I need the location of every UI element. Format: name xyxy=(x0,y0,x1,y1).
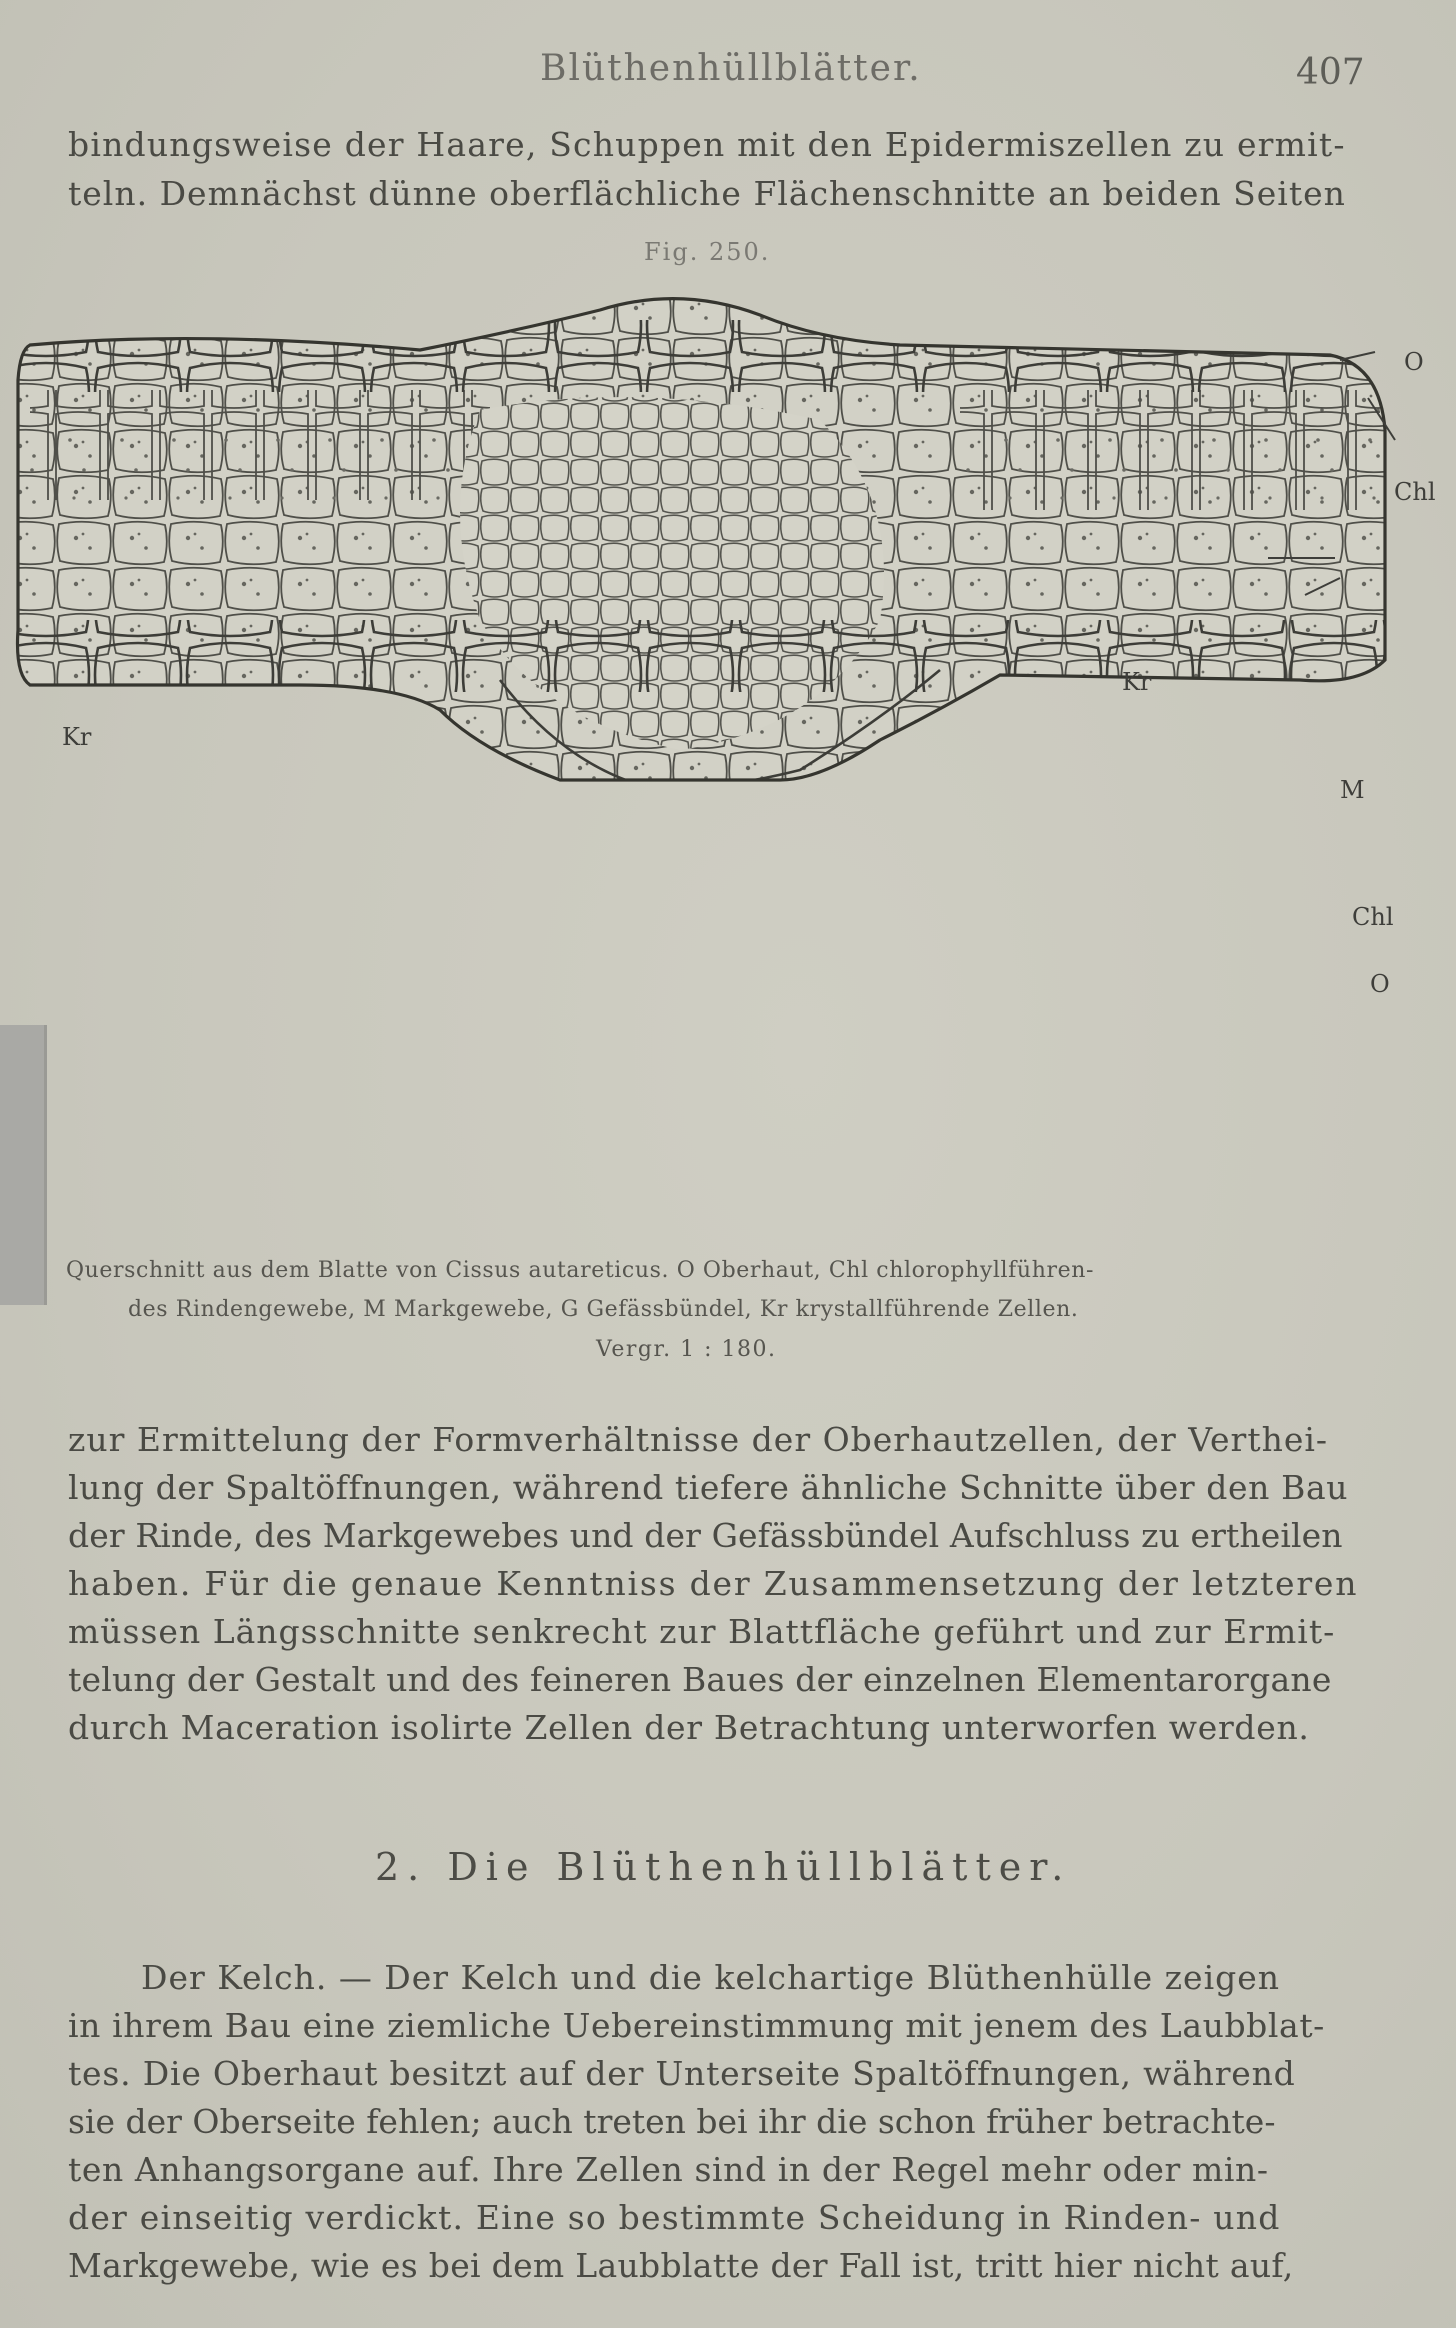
page-number: 407 xyxy=(1296,52,1365,93)
middle-paragraph-line: telung der Gestalt und des feineren Baues der einzelnen Elementarorgane xyxy=(68,1660,1332,1699)
label-chl-bottom: Chl xyxy=(1352,903,1394,931)
figure-caption-line: des Rindengewebe, M Markgewebe, G Gefässbündel, Kr krystallführende Zellen. xyxy=(128,1297,1079,1322)
middle-paragraph-line: durch Maceration isolirte Zellen der Betrachtung unterworfen werden. xyxy=(68,1708,1310,1747)
leaf-cross-section-illustration xyxy=(0,290,1456,1190)
middle-paragraph-line: der Rinde, des Markgewebes und der Gefässbündel Aufschluss zu ertheilen xyxy=(68,1516,1343,1555)
label-m: M xyxy=(1340,776,1365,804)
middle-paragraph-line: müssen Längsschnitte senkrecht zur Blattfläche geführt und zur Ermit- xyxy=(68,1612,1336,1651)
bottom-paragraph-line: sie der Oberseite fehlen; auch treten bei ihr die schon früher betrachte- xyxy=(68,2102,1276,2141)
bottom-paragraph-line: in ihrem Bau eine ziemliche Uebereinstimmung mit jenem des Laubblat- xyxy=(68,2006,1325,2045)
middle-paragraph-line: haben. Für die genaue Kenntniss der Zusammensetzung der letzteren xyxy=(68,1564,1359,1603)
middle-paragraph-line: zur Ermittelung der Formverhältnisse der Oberhautzellen, der Verthei- xyxy=(68,1420,1329,1459)
bottom-paragraph-line: tes. Die Oberhaut besitzt auf der Unterseite Spaltöffnungen, während xyxy=(68,2054,1296,2093)
top-paragraph-line: teln. Demnächst dünne oberflächliche Flächenschnitte an beiden Seiten xyxy=(68,174,1346,213)
figure-caption-line: Querschnitt aus dem Blatte von Cissus autareticus. O Oberhaut, Chl chlorophyllführen- xyxy=(66,1258,1095,1283)
section-title: 2. Die Blüthenhüllblätter. xyxy=(375,1845,1072,1889)
figure-label: Fig. 250. xyxy=(644,238,771,266)
bottom-paragraph-line: Markgewebe, wie es bei dem Laubblatte der Fall ist, tritt hier nicht auf, xyxy=(68,2246,1294,2285)
bottom-paragraph-line: ten Anhangsorgane auf. Ihre Zellen sind in der Regel mehr oder min- xyxy=(68,2150,1269,2189)
middle-paragraph-line: lung der Spaltöffnungen, während tiefere ähnliche Schnitte über den Bau xyxy=(68,1468,1349,1507)
bottom-paragraph-line: Der Kelch. — Der Kelch und die kelchartige Blüthenhülle zeigen xyxy=(141,1958,1281,1997)
label-o-bottom: O xyxy=(1370,970,1390,998)
label-kr-left: Kr xyxy=(62,723,92,751)
running-title: Blüthenhüllblätter. xyxy=(540,48,922,89)
label-chl-top: Chl xyxy=(1394,478,1436,506)
top-paragraph-line: bindungsweise der Haare, Schuppen mit den Epidermiszellen zu ermit- xyxy=(68,125,1346,164)
figure-caption-line: Vergr. 1 : 180. xyxy=(596,1337,777,1362)
bottom-paragraph-line: der einseitig verdickt. Eine so bestimmte Scheidung in Rinden- und xyxy=(68,2198,1281,2237)
label-kr-right: Kr xyxy=(1122,668,1152,696)
label-o-top: O xyxy=(1404,348,1424,376)
